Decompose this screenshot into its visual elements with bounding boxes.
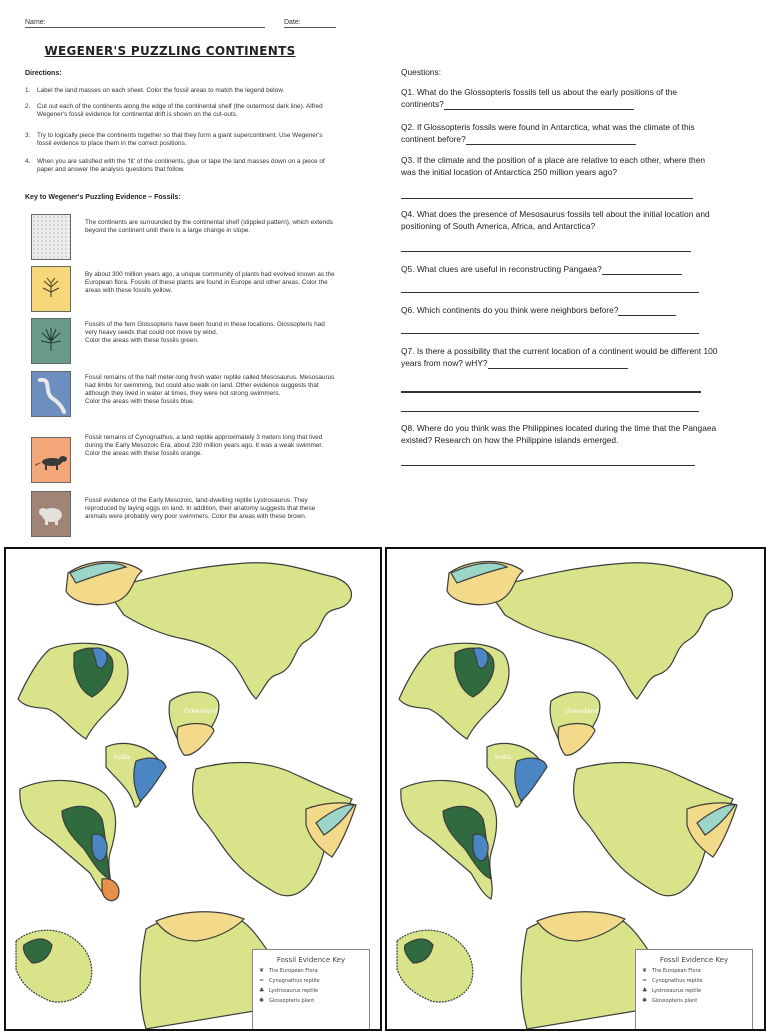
question-2: Q2. If Glossopteris fossils were found in Antarctica, what was the climate of this continent before? [401, 122, 695, 144]
fern-icon [32, 267, 70, 311]
page-title: WEGENER'S PUZZLING CONTINENTS [44, 44, 296, 58]
reptile-icon: ♣ [642, 987, 648, 994]
question-6: Q6. Which continents do you think were neighbors before? [401, 304, 721, 316]
question-4: Q4. What does the presence of Mesosaurus fossils tell about the initial location and positioning of South America, Africa, and Antarctica? [401, 209, 710, 231]
answer-line[interactable] [401, 333, 699, 334]
answer-line[interactable] [401, 391, 701, 393]
direction-item: Try to logically piece the continents together so that they form a giant supercontinent. Use Wegener's fossil evidence to place them in the correct positions. [37, 132, 323, 147]
fossil-evidence-key [252, 949, 370, 1031]
answer-line[interactable] [444, 100, 634, 110]
direction-number: 2. [25, 103, 31, 110]
continent-map-sheet-right [385, 547, 766, 1031]
fern-icon: ❦ [259, 967, 265, 974]
key-item-glossopteris: ✱ Glossopteris plant [259, 997, 315, 1004]
fossil-evidence-key-title: Fossil Evidence Key [276, 956, 346, 964]
direction-number: 3. [25, 132, 31, 139]
fossil-evidence-key [635, 949, 753, 1031]
question-3: Q3. If the climate and the position of a place are relative to each other, where then was the initial location of Antarctica 250 million years ago? [401, 155, 706, 177]
mesosaurus-icon [32, 372, 70, 416]
date-label: Date: [284, 19, 301, 26]
name-label: Name: [25, 19, 46, 26]
answer-line[interactable] [401, 411, 699, 412]
answer-line[interactable] [401, 292, 699, 293]
european-flora-swatch [31, 266, 71, 312]
plant-icon: ✱ [259, 997, 265, 1004]
plant-icon: ✱ [642, 997, 648, 1004]
direction-number: 1. [25, 87, 31, 94]
eurasia-landmass [487, 563, 733, 699]
glossopteris-swatch [31, 318, 71, 364]
key-item-lystrosaurus: ♣ Lystrosaurus reptile [642, 987, 702, 994]
name-line[interactable] [25, 27, 265, 28]
direction-item: Cut out each of the continents along the edge of the continental shelf (the outermost dark line). Alfred Wegener's fossil evidence for continental drift is shown on the cut-outs. [37, 103, 323, 118]
reptile-icon: ≈ [642, 977, 648, 984]
key-item-cynognathus: ≈ Cynognathus reptile [642, 977, 703, 984]
date-line[interactable] [284, 27, 336, 28]
question-7: Q7. Is there a possibility that the current location of a continent would be different 100 years from now? wHY? [401, 346, 718, 368]
fern-icon: ❦ [642, 967, 648, 974]
direction-item: When you are satisfied with the 'fit' of the continents, glue or tape the land masses down on a piece of paper and answer the analysis questions that follow. [37, 158, 325, 173]
question-8: Q8. Where do you think was the Philippines located during the time that the Pangaea existed? Research on how the Philippine islands emerged. [401, 423, 717, 445]
answer-line[interactable] [466, 135, 636, 145]
continent-map-sheet-left [4, 547, 382, 1031]
fossil-key-text: Fossil remains of the half meter-long fresh water reptile called Mesosaurus. Mesosaurus had limbs for swimming, but could also walk on land. Other evidence suggests that although they lived in water at times, they were not strong swimmers. Color the areas with these fossils blue. [85, 374, 335, 405]
answer-line[interactable] [618, 306, 676, 316]
directions-heading: Directions: [25, 70, 62, 77]
reptile-icon: ♣ [259, 987, 265, 994]
lystrosaurus-swatch [31, 491, 71, 537]
key-item-european-flora: ❦ The European Flora [259, 967, 318, 974]
stipple-swatch [31, 214, 71, 260]
key-item-glossopteris: ✱ Glossopteris plant [642, 997, 698, 1004]
glossopteris-icon [32, 319, 70, 363]
australia-landmass [16, 930, 92, 1002]
india-label: India [495, 753, 511, 761]
cynognathus-icon [32, 438, 70, 482]
key-item-lystrosaurus: ♣ Lystrosaurus reptile [259, 987, 319, 994]
cynognathus-swatch [31, 437, 71, 483]
answer-line[interactable] [488, 359, 628, 369]
fossil-key-text: Fossil evidence of the Early Mesozoic, land-dwelling reptile Lystrosaurus. They reproduced by laying eggs on land. In addition, their anatomy suggests that these animals were probably very poor swimmers. Color the areas with these brown. [85, 497, 316, 520]
eurasia-landmass [106, 563, 352, 699]
australia-landmass [397, 930, 473, 1002]
question-5: Q5. What clues are useful in reconstructing Pangaea? [401, 263, 721, 275]
fossil-evidence-key-title: Fossil Evidence Key [659, 956, 729, 964]
fossil-key-text: By about 300 million years ago, a unique community of plants had evolved known as the European flora. Fossils of these plants are found in Europe and other areas. Color the areas with these fossils yellow. [85, 271, 335, 294]
fossil-key-text: The continents are surrounded by the continental shelf (stippled pattern), which extends beyond the continent until there is a large change in slope. [85, 219, 333, 234]
questions-heading: Questions: [401, 67, 442, 77]
answer-line[interactable] [602, 265, 682, 275]
greenland-label: Greenland [184, 707, 218, 715]
fossil-key-text: Fossils of the fern Glossopteris have been found in these locations. Glossopteris had very heavy seeds that could not move by wind. Color the areas with these fossils green. [85, 321, 325, 344]
direction-number: 4. [25, 158, 31, 165]
lystrosaurus-icon [32, 492, 70, 536]
key-heading: Key to Wegener's Puzzling Evidence – Fossils: [25, 194, 181, 201]
mesosaurus-swatch [31, 371, 71, 417]
answer-line[interactable] [401, 465, 695, 466]
answer-line[interactable] [401, 251, 691, 252]
india-label: India [114, 753, 130, 761]
question-1: Q1. What do the Glossopteris fossils tell us about the early positions of the continents? [401, 87, 678, 109]
reptile-icon: ≈ [259, 977, 265, 984]
key-item-european-flora: ❦ The European Flora [642, 967, 701, 974]
answer-line[interactable] [401, 198, 693, 199]
fossil-key-text: Fossil remains of Cynognathus, a land reptile approximately 3 meters long that lived during the Early Mesozoic Era, about 230 million years ago. It was a weak swimmer. Color the areas with these fossils orange. [85, 434, 323, 457]
key-item-cynognathus: ≈ Cynognathus reptile [259, 977, 320, 984]
greenland-label: Greenland [565, 707, 599, 715]
direction-item: Label the land masses on each sheet. Color the fossil areas to match the legend below. [37, 87, 285, 94]
